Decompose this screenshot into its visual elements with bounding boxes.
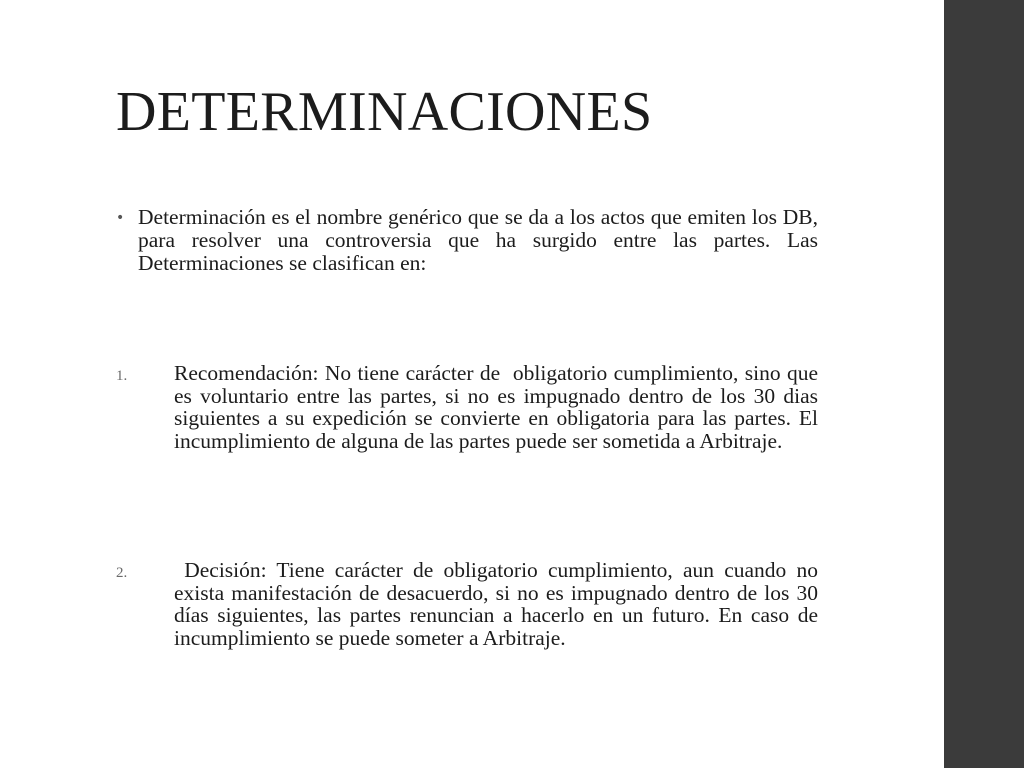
bullet-text: Determinación es el nombre genérico que se da a los actos que emiten los DB, para resolver una controversia que ha surgido entre las partes. Las Determinaciones se clasifican en: <box>138 205 818 275</box>
numbered-item-text: Recomendación: No tiene carácter de obligatorio cumplimiento, sino que es voluntario entre las partes, si no es impugnado dentro de los 30 dias siguientes a su expedición se convierte en obligatoria para las partes. El incumplimiento de alguna de las partes puede ser sometida a Arbitraje. <box>174 361 824 453</box>
list-number: 1. <box>116 368 128 384</box>
numbered-item-text: Decisión: Tiene carácter de obligatorio cumplimiento, aun cuando no exista manifestación de desacuerdo, si no es impugnado dentro de los 30 días siguientes, las partes renuncian a hacerlo en un futuro. En caso de incumplimiento se puede someter a Arbitraje. <box>174 558 824 650</box>
bullet-paragraph <box>116 206 818 275</box>
numbered-item-recomendacion <box>116 361 824 453</box>
side-decoration-band <box>944 0 1024 768</box>
list-number: 2. <box>116 565 128 581</box>
numbered-item-decision <box>116 558 824 650</box>
slide-title: DETERMINACIONES <box>116 81 653 143</box>
bullet-icon: • <box>116 210 125 226</box>
